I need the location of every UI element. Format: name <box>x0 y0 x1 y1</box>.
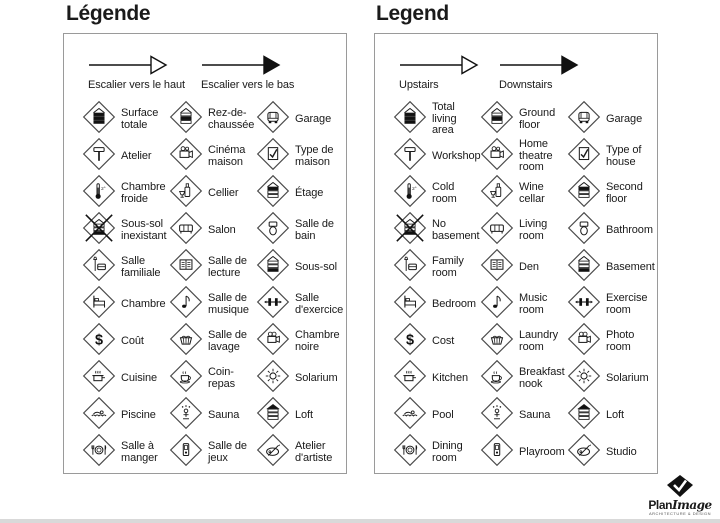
legend-item-pool <box>393 397 480 434</box>
legend-item-label: Kitchen <box>432 371 468 384</box>
floor-loft-icon <box>567 396 601 435</box>
legend-item-label: Den <box>519 260 539 273</box>
legend-item-label: Salle de lecture <box>208 254 247 279</box>
legend-item-garage <box>256 101 341 138</box>
legend-item-bathroom <box>256 212 341 249</box>
cold-room-icon <box>82 174 116 213</box>
legend-item-living-room <box>169 212 256 249</box>
legend-item-label: Cold room <box>432 180 457 205</box>
legend-item-garage <box>567 101 652 138</box>
upstairs-arrow-icon <box>88 54 172 76</box>
kitchen-icon <box>393 359 427 398</box>
playroom-icon <box>169 433 203 472</box>
dining-room-icon <box>393 433 427 472</box>
garage-icon <box>256 100 290 139</box>
legend-item-solarium <box>567 360 652 397</box>
legend-item-label: Cellier <box>208 186 239 199</box>
upstairs-arrow-group <box>88 54 185 91</box>
legend-item-label: Piscine <box>121 408 156 421</box>
legend-item-label: Home theatre room <box>519 137 553 174</box>
legend-item-kitchen <box>82 360 169 397</box>
legend-item-label: Garage <box>295 112 332 125</box>
no-basement-icon <box>82 211 116 250</box>
legend-title-english: Legend <box>376 2 449 25</box>
house-type-icon <box>256 137 290 176</box>
legend-item-label: Dining room <box>432 439 463 464</box>
cost-icon <box>82 322 116 361</box>
legend-panel-french <box>63 33 347 474</box>
svg-text:2°: 2° <box>412 186 417 192</box>
legend-item-den <box>480 249 567 286</box>
floor-basement-icon <box>567 248 601 287</box>
legend-title-french: Légende <box>66 2 151 25</box>
legend-item-label: Garage <box>606 112 643 125</box>
legend-item-home-theatre <box>169 138 256 175</box>
legend-item-photo-room <box>256 323 341 360</box>
legend-item-sauna <box>169 397 256 434</box>
living-room-icon <box>480 211 514 250</box>
bathroom-icon <box>567 211 601 250</box>
bedroom-icon <box>82 285 116 324</box>
floor-total-icon <box>393 100 427 139</box>
bedroom-icon <box>393 285 427 324</box>
artist-studio-icon <box>256 433 290 472</box>
legend-item-solarium <box>256 360 341 397</box>
legend-item-label: Atelier d'artiste <box>295 439 333 464</box>
legend-item-exercise-room <box>567 286 652 323</box>
bathroom-icon <box>256 211 290 250</box>
family-room-icon <box>82 248 116 287</box>
legend-item-label: Salle d'exercice <box>295 291 344 316</box>
legend-item-floor-total <box>393 101 480 138</box>
legend-item-floor-ground <box>480 101 567 138</box>
photo-room-icon <box>256 322 290 361</box>
legend-item-wine-cellar <box>169 175 256 212</box>
legend-item-music-room <box>169 286 256 323</box>
pool-icon <box>82 396 116 435</box>
svg-text:$: $ <box>405 332 415 349</box>
legend-item-dining-room <box>82 434 169 471</box>
svg-text:$: $ <box>94 332 104 349</box>
house-type-icon <box>567 137 601 176</box>
cost-icon <box>393 322 427 361</box>
legend-item-floor-second <box>567 175 652 212</box>
music-room-icon <box>169 285 203 324</box>
floor-second-icon <box>256 174 290 213</box>
legend-item-label: Laundry room <box>519 328 559 353</box>
legend-item-home-theatre <box>480 138 567 175</box>
legend-item-floor-basement <box>567 249 655 286</box>
upstairs-arrow-label: Upstairs <box>399 79 439 91</box>
legend-grid-french <box>82 101 342 471</box>
legend-item-workshop <box>82 138 169 175</box>
legend-item-label: Coût <box>121 334 144 347</box>
legend-item-living-room <box>480 212 567 249</box>
stairs-arrow-row <box>399 54 653 91</box>
garage-icon <box>567 100 601 139</box>
legend-item-kitchen <box>393 360 480 397</box>
legend-item-label: Salon <box>208 223 236 236</box>
legend-item-bedroom <box>393 286 480 323</box>
living-room-icon <box>169 211 203 250</box>
legend-item-label: Rez-de-chaussée <box>208 106 255 131</box>
legend-item-cold-room <box>393 175 480 212</box>
legend-item-label: Surface totale <box>121 106 159 131</box>
sauna-icon <box>480 396 514 435</box>
legend-item-floor-total <box>82 101 169 138</box>
exercise-room-icon <box>256 285 290 324</box>
legend-item-exercise-room <box>256 286 344 323</box>
legend-item-label: Ground floor <box>519 106 556 131</box>
legend-item-label: Total living area <box>432 100 457 137</box>
legend-item-label: Wine cellar <box>519 180 545 205</box>
legend-item-floor-basement <box>256 249 341 286</box>
legend-item-label: Solarium <box>295 371 338 384</box>
legend-item-label: No basement <box>432 217 480 242</box>
legend-item-label: Loft <box>295 408 313 421</box>
family-room-icon <box>393 248 427 287</box>
legend-item-no-basement <box>393 212 480 249</box>
sauna-icon <box>169 396 203 435</box>
legend-item-den <box>169 249 256 286</box>
legend-item-label: Studio <box>606 445 637 458</box>
svg-text:2°: 2° <box>101 186 106 192</box>
legend-item-sauna <box>480 397 567 434</box>
legend-item-label: Pool <box>432 408 454 421</box>
no-basement-icon <box>393 211 427 250</box>
page-bottom-edge <box>0 519 720 523</box>
legend-item-no-basement <box>82 212 169 249</box>
planimage-logo-text: PlanImage <box>648 498 712 512</box>
legend-item-label: Cinéma maison <box>208 143 246 168</box>
exercise-room-icon <box>567 285 601 324</box>
planimage-logo-icon <box>667 475 693 498</box>
upstairs-arrow-group <box>399 54 483 91</box>
legend-item-label: Cost <box>432 334 455 347</box>
wine-cellar-icon <box>169 174 203 213</box>
legend-item-label: Playroom <box>519 445 565 458</box>
planimage-logo-tagline: ARCHITECTURE & DESIGN <box>648 511 712 516</box>
floor-ground-icon <box>480 100 514 139</box>
floor-second-icon <box>567 174 601 213</box>
cold-room-icon <box>393 174 427 213</box>
workshop-icon <box>393 137 427 176</box>
breakfast-nook-icon <box>169 359 203 398</box>
downstairs-arrow-icon <box>201 54 285 76</box>
legend-item-label: Family room <box>432 254 464 279</box>
legend-item-label: Basement <box>606 260 655 273</box>
stairs-arrow-row <box>88 54 342 91</box>
floor-ground-icon <box>169 100 203 139</box>
legend-item-workshop <box>393 138 480 175</box>
legend-item-family-room <box>82 249 169 286</box>
legend-item-label: Salle de musique <box>208 291 249 316</box>
laundry-room-icon <box>480 322 514 361</box>
downstairs-arrow-group <box>499 54 583 91</box>
kitchen-icon <box>82 359 116 398</box>
legend-item-label: Workshop <box>432 149 481 162</box>
dining-room-icon <box>82 433 116 472</box>
workshop-icon <box>82 137 116 176</box>
legend-item-label: Bathroom <box>606 223 653 236</box>
legend-item-dining-room <box>393 434 480 471</box>
legend-item-label: Chambre froide <box>121 180 166 205</box>
legend-item-label: Bedroom <box>432 297 476 310</box>
floor-loft-icon <box>256 396 290 435</box>
legend-item-pool <box>82 397 169 434</box>
legend-item-wine-cellar <box>480 175 567 212</box>
floor-total-icon <box>82 100 116 139</box>
legend-item-label: Second floor <box>606 180 643 205</box>
legend-item-playroom <box>169 434 256 471</box>
legend-item-label: Salle de bain <box>295 217 334 242</box>
legend-item-house-type <box>567 138 652 175</box>
floor-basement-icon <box>256 248 290 287</box>
legend-item-label: Sous-sol inexistant <box>121 217 167 242</box>
upstairs-arrow-icon <box>399 54 483 76</box>
legend-item-cost <box>393 323 480 360</box>
legend-item-label: Music room <box>519 291 548 316</box>
legend-item-artist-studio <box>256 434 341 471</box>
legend-item-music-room <box>480 286 567 323</box>
legend-item-bedroom <box>82 286 169 323</box>
playroom-icon <box>480 433 514 472</box>
legend-item-label: Type de maison <box>295 143 334 168</box>
legend-item-label: Exercise room <box>606 291 648 316</box>
legend-item-floor-second <box>256 175 341 212</box>
legend-item-label: Sauna <box>519 408 551 421</box>
solarium-icon <box>567 359 601 398</box>
legend-item-photo-room <box>567 323 652 360</box>
den-icon <box>480 248 514 287</box>
legend-item-label: Sous-sol <box>295 260 337 273</box>
legend-panel-english <box>374 33 658 474</box>
legend-item-label: Sauna <box>208 408 240 421</box>
legend-item-label: Photo room <box>606 328 635 353</box>
legend-item-label: Cuisine <box>121 371 157 384</box>
upstairs-arrow-label: Escalier vers le haut <box>88 79 185 91</box>
legend-item-label: Salle familiale <box>121 254 161 279</box>
legend-item-label: Coin-repas <box>208 365 236 390</box>
legend-item-label: Étage <box>295 186 324 199</box>
music-room-icon <box>480 285 514 324</box>
artist-studio-icon <box>567 433 601 472</box>
den-icon <box>169 248 203 287</box>
legend-item-label: Solarium <box>606 371 649 384</box>
legend-item-floor-loft <box>256 397 341 434</box>
solarium-icon <box>256 359 290 398</box>
legend-item-floor-loft <box>567 397 652 434</box>
home-theatre-icon <box>480 137 514 176</box>
legend-item-breakfast-nook <box>169 360 256 397</box>
legend-item-label: Type of house <box>606 143 642 168</box>
laundry-room-icon <box>169 322 203 361</box>
breakfast-nook-icon <box>480 359 514 398</box>
legend-item-playroom <box>480 434 567 471</box>
downstairs-arrow-group <box>201 54 294 91</box>
legend-item-breakfast-nook <box>480 360 567 397</box>
pool-icon <box>393 396 427 435</box>
legend-item-label: Salle de lavage <box>208 328 247 353</box>
legend-item-label: Salle à manger <box>121 439 158 464</box>
planimage-logo <box>644 475 716 516</box>
downstairs-arrow-label: Escalier vers le bas <box>200 79 295 91</box>
photo-room-icon <box>567 322 601 361</box>
legend-item-artist-studio <box>567 434 652 471</box>
legend-item-label: Breakfast nook <box>519 365 565 390</box>
legend-item-label: Chambre noire <box>295 328 340 353</box>
legend-item-family-room <box>393 249 480 286</box>
legend-item-laundry-room <box>169 323 256 360</box>
home-theatre-icon <box>169 137 203 176</box>
legend-item-label: Chambre <box>121 297 166 310</box>
legend-item-label: Atelier <box>121 149 152 162</box>
legend-item-bathroom <box>567 212 652 249</box>
legend-item-label: Living room <box>519 217 548 242</box>
legend-grid-english <box>393 101 653 471</box>
legend-item-label: Salle de jeux <box>208 439 247 464</box>
legend-item-laundry-room <box>480 323 567 360</box>
downstairs-arrow-icon <box>499 54 583 76</box>
legend-item-floor-ground <box>169 101 256 138</box>
wine-cellar-icon <box>480 174 514 213</box>
legend-item-cold-room <box>82 175 169 212</box>
legend-item-cost <box>82 323 169 360</box>
legend-item-house-type <box>256 138 341 175</box>
legend-item-label: Loft <box>606 408 624 421</box>
downstairs-arrow-label: Downstairs <box>499 79 553 91</box>
